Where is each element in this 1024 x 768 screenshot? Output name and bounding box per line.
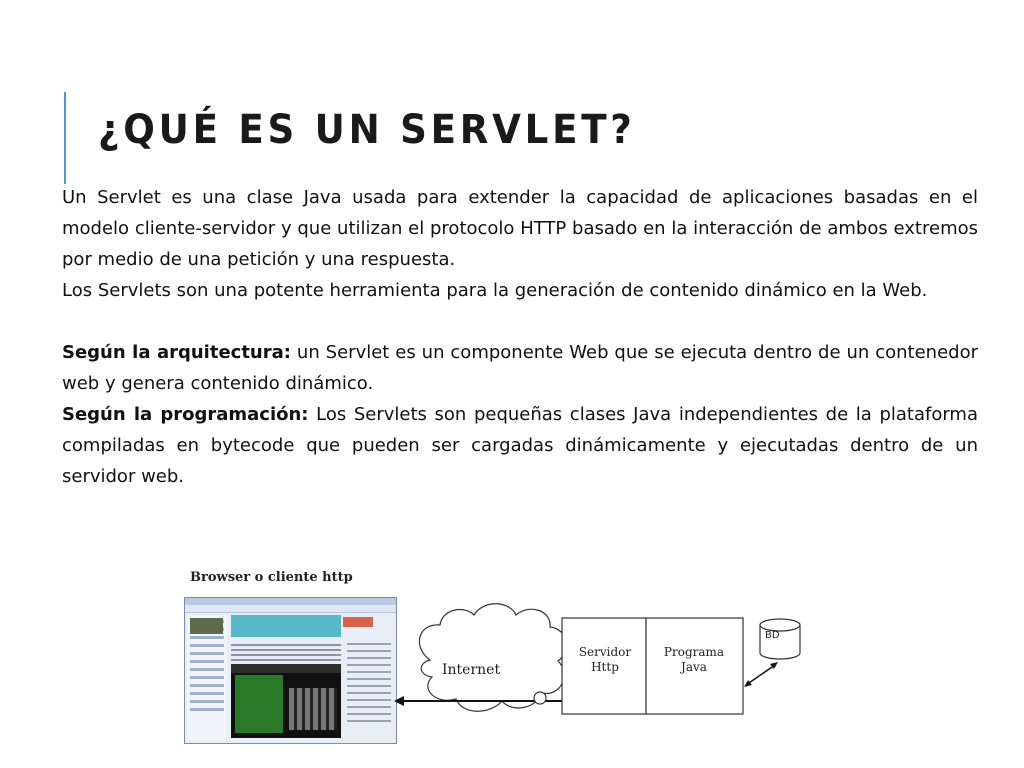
connection-arrow-left (394, 696, 404, 706)
connection-plug-icon (534, 692, 546, 704)
servlet-architecture-diagram (180, 565, 820, 750)
paragraph-definition-text: Un Servlet es una clase Java usada para extender la capacidad de aplicaciones basadas en el modelo cliente-servidor y que utilizan el protocolo HTTP basado en la interacción de ambos extremos por medio de una petición y una respuesta. (62, 187, 978, 270)
paragraph-architecture-heading: Según la arquitectura: (62, 342, 291, 363)
paragraph-programming (62, 399, 978, 492)
program-label-line2: Java (681, 660, 707, 674)
paragraph-programming-heading: Según la programación: (62, 404, 309, 425)
database-label: BD (765, 630, 780, 641)
program-label-line1: Programa (663, 645, 725, 659)
paragraph-web-tool-text: Los Servlets son una potente herramienta para la generación de contenido dinámico en la Web. (62, 280, 928, 301)
title-accent-bar (64, 92, 66, 184)
slide-body (62, 182, 978, 492)
paragraph-programming-text: Los Servlets son pequeñas clases Java independientes de la plataforma compiladas en bytecode que pueden ser cargadas dinámicamente y ejecutadas dentro de un servidor web. (62, 404, 978, 487)
internet-label: Internet (442, 662, 501, 678)
server-label-line1: Servidor (578, 645, 632, 659)
program-label (646, 645, 742, 675)
paragraph-web-tool (62, 275, 978, 306)
paragraph-definition (62, 182, 978, 275)
server-label-line2: Http (591, 660, 619, 674)
browser-label: Browser o cliente http (190, 570, 353, 585)
slide-title: ¿QUÉ ES UN SERVLET? (98, 107, 636, 153)
program-db-arrow (746, 665, 775, 685)
server-label (557, 645, 653, 675)
paragraph-architecture (62, 337, 978, 399)
paragraph-architecture-text: un Servlet es un componente Web que se ejecuta dentro de un contenedor web y genera contenido dinámico. (62, 342, 978, 394)
